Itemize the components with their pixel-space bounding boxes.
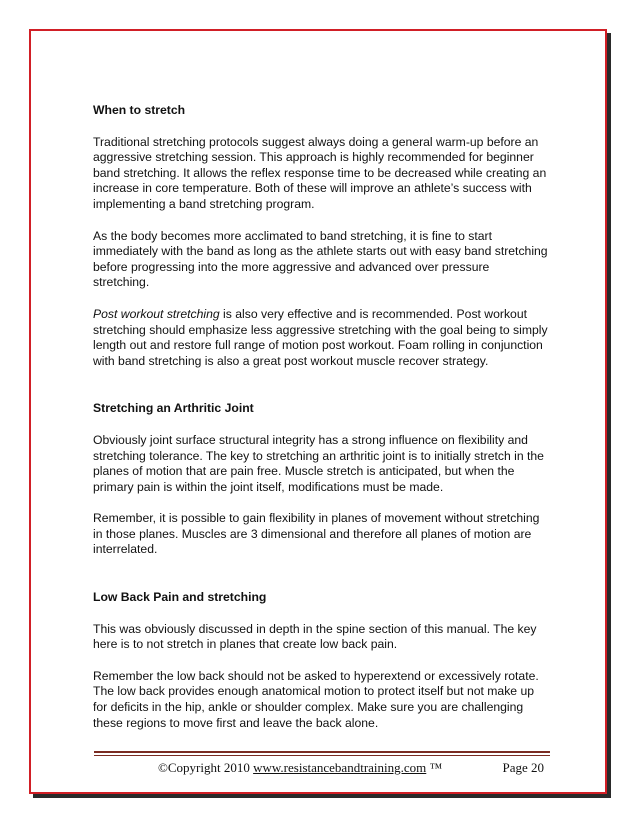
paragraph: This was obviously discussed in depth in the spine section of this manual. The key here is to not stretch in planes that create low back pain. bbox=[93, 621, 537, 652]
paragraph: Remember the low back should not be asked to hyperextend or excessively rotate. The low back provides enough anatomical motion to protect itself but not make up for deficits in the hip, ankle or shoulder complex. Make sure you are challenging these regions to move first and leave the back alone. bbox=[93, 668, 539, 730]
spacer bbox=[93, 385, 548, 401]
trademark-symbol: ™ bbox=[426, 760, 443, 775]
heading-arthritic-joint: Stretching an Arthritic Joint bbox=[93, 401, 254, 416]
footer-rule-thin bbox=[94, 755, 550, 756]
paragraph: Obviously joint surface structural integrity has a strong influence on flexibility and stretching tolerance. The key to stretching an arthritic joint is to initially stretch in the planes of motion that are pain free. Muscle stretch is anticipated, but when the primary pain is within the joint itself, modifications must be made. bbox=[93, 432, 544, 494]
page-number: Page 20 bbox=[502, 760, 544, 775]
footer-rule bbox=[94, 751, 550, 753]
heading-low-back-pain: Low Back Pain and stretching bbox=[93, 590, 267, 605]
emphasis-post-workout: Post workout stretching bbox=[93, 306, 220, 321]
paragraph bbox=[93, 307, 548, 369]
copyright-notice bbox=[158, 760, 442, 776]
document-body bbox=[93, 103, 548, 747]
spacer bbox=[93, 574, 548, 590]
paragraph: Remember, it is possible to gain flexibility in planes of movement without stretching in those planes. Muscles are 3 dimensional and therefore all planes of motion are interrelated. bbox=[93, 511, 540, 557]
paragraph-text: is also very effective and is recommended. Post workout stretching should emphasize less aggressive stretching with the goal being to simply length out and restore full range of motion post workout. Foam rolling in conjunction with band stretching is also a great post workout muscle recover strategy. bbox=[93, 306, 548, 368]
heading-when-to-stretch: When to stretch bbox=[93, 103, 186, 117]
page-footer bbox=[94, 760, 550, 776]
paragraph: Traditional stretching protocols suggest always doing a general warm-up before an aggressive stretching session. This approach is highly recommended for beginner band stretching. It allows the reflex response time to be decreased while creating an increase in core temperature. Both of these will improve an athlete’s success with implementing a band stretching program. bbox=[93, 134, 547, 211]
copyright-prefix: ©Copyright 2010 bbox=[158, 760, 254, 775]
website-link[interactable]: www.resistancebandtraining.com bbox=[253, 760, 427, 775]
paragraph: As the body becomes more acclimated to band stretching, it is fine to start immediately with the band as long as the athlete starts out with easy band stretching before progressing into the more aggressive and advanced over pressure stretching. bbox=[93, 228, 548, 290]
